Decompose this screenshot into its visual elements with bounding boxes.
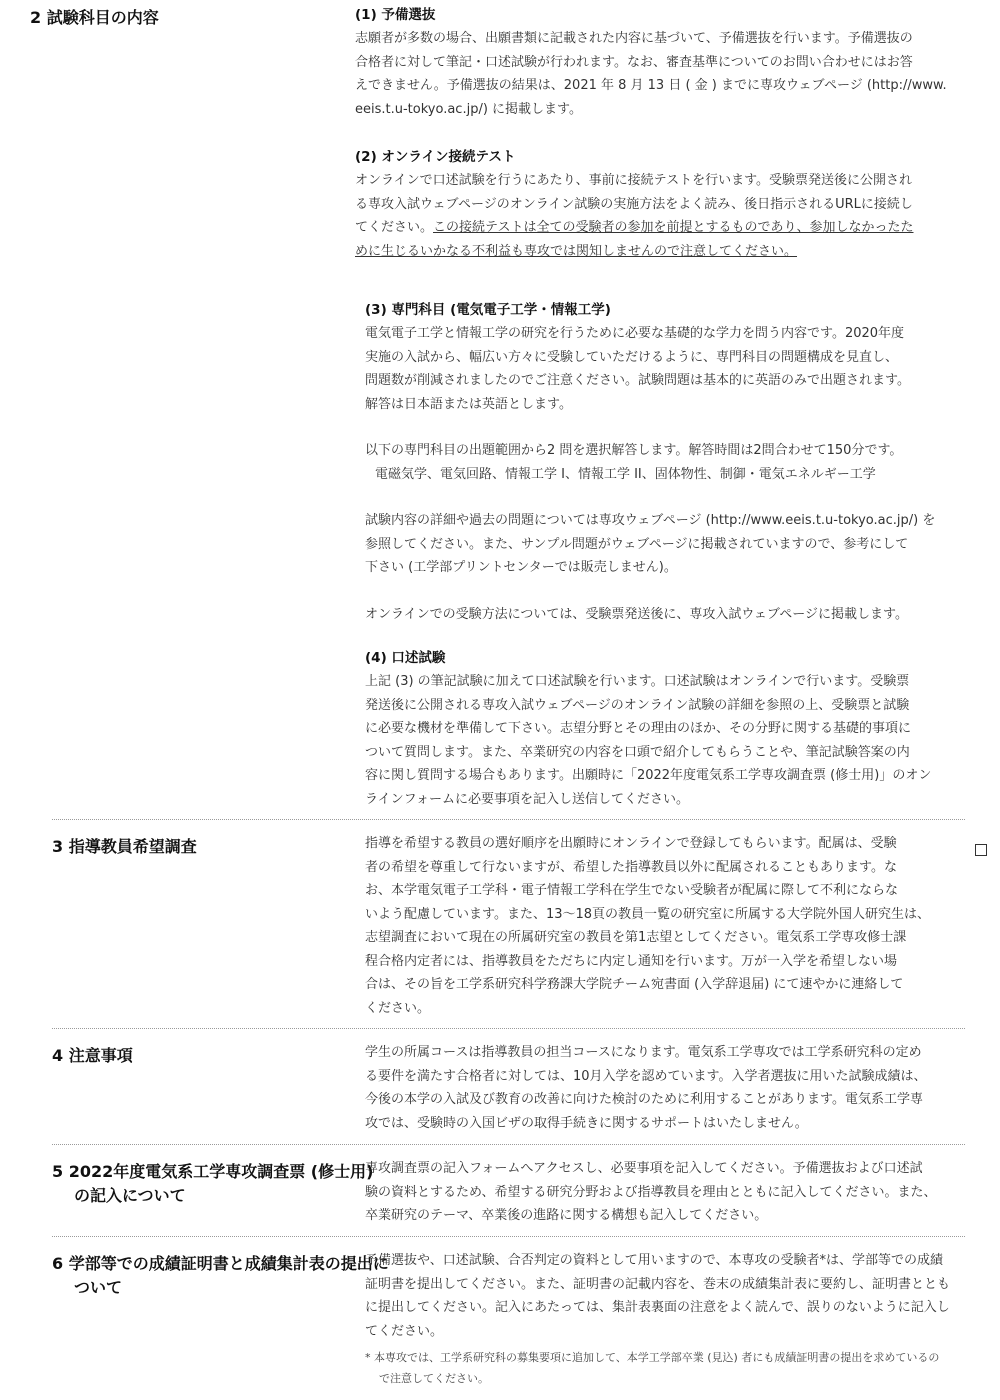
sub3-para3-line: 試験内容の詳細や過去の問題については専攻ウェブページ (http://www.eeis.t.u-tokyo.ac.jp/) を [365, 513, 936, 528]
section-6-title: 6 学部等での成績証明書と成績集計表の提出について [52, 1254, 389, 1297]
section-4-line: 今後の本学の入試及び教育の改善に向けた検討のために利用することがあります。電気系工学専 [365, 1092, 923, 1107]
sub2-line4-underlined: めに生じるいかなる不利益も専攻では関知しませんので注意してください。 [355, 243, 798, 259]
section-3-line: ください。 [365, 1000, 431, 1016]
sub3-para1-line: 実施の入試から、幅広い方々に受験していただけるように、専門科目の問題構成を見直し、 [365, 349, 899, 365]
sub3-para1-line: 問題数が削減されましたのでご注意ください。試験問題は基本的に英語のみで出題されます。 [365, 373, 910, 388]
section-2-sub2 [355, 146, 980, 263]
sub3-para4: オンラインでの受験方法については、受験票発送後に、専攻入試ウェブページに掲載します。 [365, 606, 909, 622]
checkbox[interactable] [975, 844, 987, 856]
section-6-footnote: * 本専攻では、工学系研究科の募集要項に追加して、本学工学部卒業 (見込) 者にも成績証明書の提出を求めているの [365, 1351, 940, 1364]
section-divider [52, 819, 965, 820]
section-divider [52, 1144, 965, 1145]
sub1-line: 志願者が多数の場合、出願書類に記載された内容に基づいて、予備選抜を行います。予備選抜の [355, 31, 913, 46]
section-6-line: 証明書を提出してください。また、証明書の記載内容を、巻末の成績集計表に要約し、証明書ととも [365, 1276, 951, 1292]
sub4-line: 容に関し質問する場合もあります。出願時に「2022年度電気系工学専攻調査票 (修士用)」のオン [365, 768, 932, 783]
sub1-heading: (1) 予備選抜 [355, 7, 436, 23]
sub3-para1-line: 電気電子工学と情報工学の研究を行うために必要な基礎的な学力を問う内容です。2020年度 [365, 326, 905, 341]
section-2-title: 2 試験科目の内容 [30, 8, 159, 27]
section-5-title: 5 2022年度電気系工学専攻調査票 (修士用) の記入について [52, 1162, 374, 1205]
section-2-sub4 [365, 647, 965, 811]
sub3-para3-line: 参照してください。また、サンプル問題がウェブページに掲載されていますので、参考にして [365, 536, 909, 552]
sub3-para2: 以下の専門科目の出題範囲から2 問を選択解答します。解答時間は2問合わせて150分です。 [365, 443, 903, 458]
section-3-line: 指導を希望する教員の選好順序を出願時にオンラインで登録してもらいます。配属は、受験 [365, 836, 897, 851]
sub4-line: 上記 (3) の筆記試験に加えて口述試験を行います。口述試験はオンラインで行います。受験票 [365, 674, 910, 689]
sub4-line: に必要な機材を準備して下さい。志望分野とその理由のほか、その分野に関する基礎的事項に [365, 721, 912, 736]
sub2-line: オンラインで口述試験を行うにあたり、事前に接続テストを行います。受験票発送後に公開され [355, 173, 913, 188]
sub3-para3-line: 下さい (工学部プリントセンターでは販売しません)。 [365, 560, 677, 575]
section-5-line: 験の資料とするため、希望する研究分野および指導教員を理由とともに記入してください。また、 [365, 1184, 937, 1200]
section-3-title: 3 指導教員希望調査 [52, 837, 197, 856]
section-3-line: お、本学電気電子工学科・電子情報工学科在学生でない受験者が配属に際して不利にならな [365, 883, 899, 898]
sub3-para1-line: 解答は日本語または英語とします。 [365, 396, 572, 412]
section-5-body [365, 1157, 965, 1228]
section-2-sub3 [365, 299, 965, 626]
section-6-line: に提出してください。記入にあたっては、集計表裏面の注意をよく読んで、誤りのないように記入し [365, 1300, 950, 1315]
section-4-line: 攻では、受験時の入国ビザの取得手続きに関するサポートはいたしません。 [365, 1115, 808, 1131]
sub2-line-3 [355, 216, 980, 240]
section-2-sub1 [355, 4, 980, 121]
section-divider [52, 1236, 965, 1237]
section-5-line: 卒業研究のテーマ、卒業後の進路に関する構想も記入してください。 [365, 1208, 768, 1223]
sub2-heading: (2) オンライン接続テスト [355, 149, 516, 165]
section-4-line: る要件を満たす合格者に対しては、10月入学を認めています。入学者選抜に用いた試験成績は、 [365, 1068, 927, 1084]
sub2-line3-underlined: この接続テストは全ての受験者の参加を前提とするものであり、参加しなかったた [433, 220, 914, 235]
section-3-line: 程合格内定者には、指導教員をただちに内定し通知を行います。万が一入学を希望しない場 [365, 953, 897, 969]
sub4-line: ラインフォームに必要事項を記入し送信してください。 [365, 791, 689, 807]
section-4-title: 4 注意事項 [52, 1046, 133, 1065]
section-6-footnote-cont: で注意してください。 [379, 1372, 489, 1385]
sub2-line: る専攻入試ウェブページのオンライン試験の実施方法をよく読み、後日指示されるURLに接続し [355, 196, 913, 212]
section-6-body [365, 1249, 965, 1389]
sub3-subjects: 電磁気学、電気回路、情報工学 I、情報工学 II、固体物性、制御・電気エネルギー工学 [375, 466, 876, 482]
sub1-line: eeis.t.u-tokyo.ac.jp/) に掲載します。 [355, 101, 582, 117]
section-3-line: 志望調査において現在の所属研究室の教員を第1志望としてください。電気系工学専攻修士課 [365, 930, 907, 945]
section-6-line: てください。 [365, 1323, 444, 1339]
sub2-line3-plain: てください。 [355, 220, 434, 235]
sub4-line: ついて質問します。また、卒業研究の内容を口頭で紹介してもらうことや、筆記試験答案の内 [365, 744, 910, 760]
sub4-heading: (4) 口述試験 [365, 650, 446, 666]
section-3-line: 者の希望を尊重して行ないますが、希望した指導教員以外に配属されることもあります。な [365, 859, 897, 875]
section-3-line: いよう配慮しています。また、13～18頁の教員一覧の研究室に所属する大学院外国人研究生は、 [365, 906, 931, 922]
section-divider [52, 1028, 965, 1029]
sub1-line: えできません。予備選抜の結果は、2021 年 8 月 13 日 ( 金 ) までに専攻ウェブページ (http://www. [355, 78, 947, 93]
sub4-line: 発送後に公開される専攻入試ウェブページのオンライン試験の詳細を参照の上、受験票と試験 [365, 697, 910, 713]
sub3-heading: (3) 専門科目 (電気電子工学・情報工学) [365, 302, 611, 318]
section-4-line: 学生の所属コースは指導教員の担当コースになります。電気系工学専攻では工学系研究科の定め [365, 1045, 922, 1060]
sub1-line: 合格者に対して筆記・口述試験が行われます。なお、審査基準についてのお問い合わせにはお答 [355, 54, 913, 70]
section-3-line: 合は、その旨を工学系研究科学務課大学院チーム宛書面 (入学辞退届) にて速やかに連絡して [365, 977, 904, 992]
section-3-body [365, 832, 965, 1020]
section-4-body [365, 1041, 965, 1135]
section-6-line: 予備選抜や、口述試験、合否判定の資料として用いますので、本専攻の受験者*は、学部等での成績 [365, 1253, 943, 1268]
section-5-line: 専攻調査票の記入フォームへアクセスし、必要事項を記入してください。予備選抜および口述試 [365, 1161, 923, 1176]
